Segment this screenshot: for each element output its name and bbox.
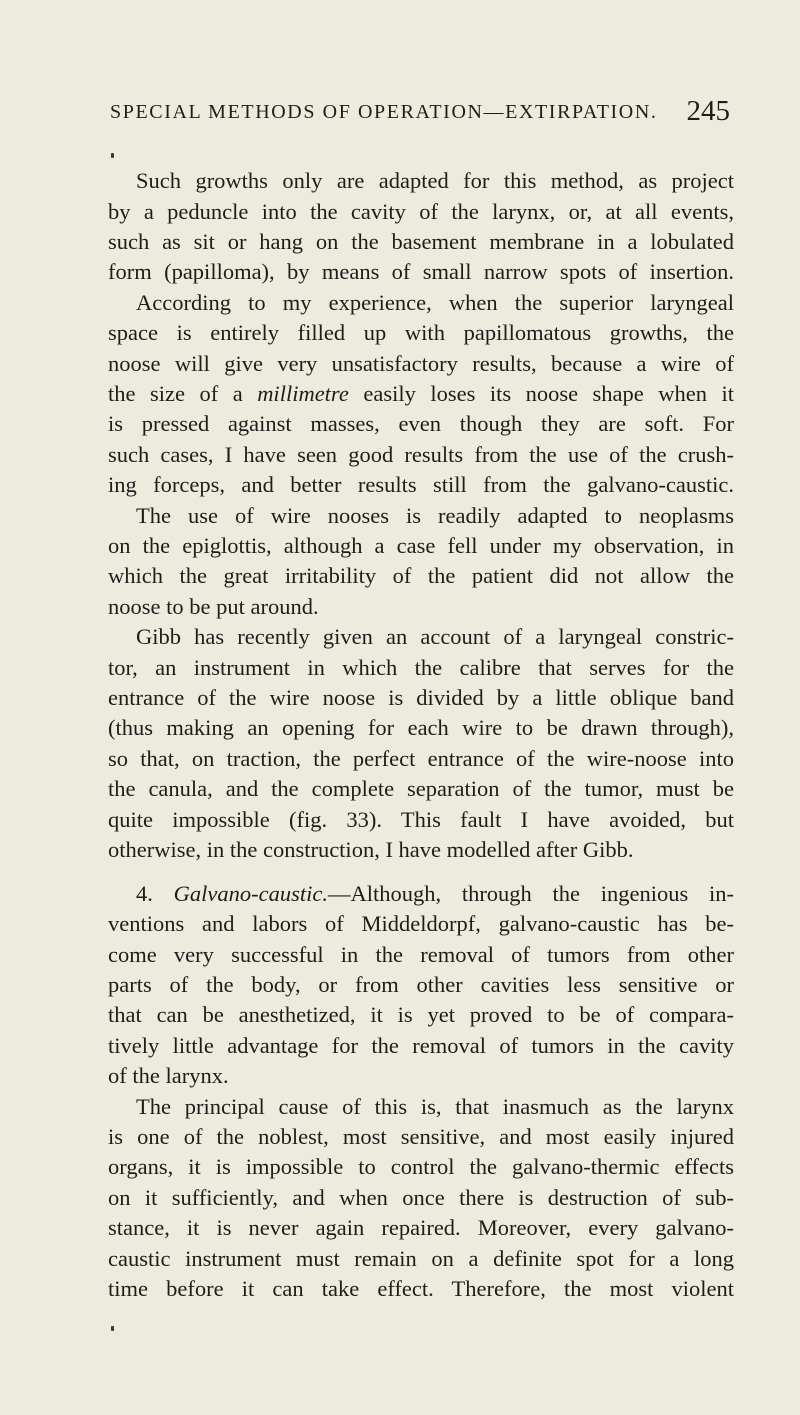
running-head-title: SPECIAL METHODS OF OPERATION—EXTIRPATION. bbox=[110, 101, 658, 123]
italic-term: millimetre bbox=[257, 381, 349, 406]
text-line: caustic instrument must remain on a definite spot for a long bbox=[108, 1246, 734, 1271]
text-line: parts of the body, or from other cavities less sensitive or bbox=[108, 972, 734, 997]
text-line: the size of a millimetre easily loses its noose shape when it bbox=[108, 381, 735, 406]
text-line: so that, on traction, the perfect entrance of the wire-noose into bbox=[108, 746, 734, 771]
text-line: such cases, I have seen good results from the use of the crush- bbox=[108, 442, 734, 467]
text-line: time before it can take effect. Therefore, the most violent bbox=[108, 1276, 734, 1301]
text-line: The use of wire nooses is readily adapted to neoplasms bbox=[136, 503, 734, 528]
ink-speck bbox=[111, 153, 114, 158]
text-line: of the larynx. bbox=[108, 1063, 229, 1088]
running-head bbox=[110, 95, 730, 139]
text-line: ing forceps, and better results still from the galvano-caustic. bbox=[108, 472, 734, 497]
text-line: come very successful in the removal of tumors from other bbox=[108, 942, 734, 967]
text-line: According to my experience, when the superior laryngeal bbox=[136, 290, 734, 315]
text-line: that can be anesthetized, it is yet proved to be of compara- bbox=[108, 1002, 734, 1027]
text-line: is pressed against masses, even though they are soft. For bbox=[108, 411, 734, 436]
ink-speck bbox=[111, 1326, 114, 1331]
text-line: quite impossible (fig. 33). This fault I have avoided, but bbox=[108, 807, 734, 832]
text-line: on it sufficiently, and when once there is destruction of sub- bbox=[108, 1185, 734, 1210]
text-line: such as sit or hang on the basement membrane in a lobulated bbox=[108, 229, 734, 254]
text-line: organs, it is impossible to control the galvano-thermic effects bbox=[108, 1154, 734, 1179]
text-line: tively little advantage for the removal of tumors in the cavity bbox=[108, 1033, 734, 1058]
text-line: stance, it is never again repaired. Moreover, every galvano- bbox=[108, 1215, 734, 1240]
text-line: otherwise, in the construction, I have modelled after Gibb. bbox=[108, 837, 634, 862]
text-line: form (papilloma), by means of small narrow spots of insertion. bbox=[108, 259, 734, 284]
section-title: Galvano-caustic. bbox=[173, 881, 328, 906]
text-line: by a peduncle into the cavity of the larynx, or, at all events, bbox=[108, 199, 734, 224]
text-line: ventions and labors of Middeldorpf, galvano-caustic has be- bbox=[108, 911, 734, 936]
text-line: entrance of the wire noose is divided by a little oblique band bbox=[108, 685, 734, 710]
text-line: on the epiglottis, although a case fell under my observation, in bbox=[108, 533, 734, 558]
text-line: Gibb has recently given an account of a laryngeal constric- bbox=[136, 624, 734, 649]
text-line: the canula, and the complete separation of the tumor, must be bbox=[108, 776, 734, 801]
text-line: (thus making an opening for each wire to be drawn through), bbox=[108, 715, 734, 740]
page-number: 245 bbox=[686, 95, 730, 127]
text-line: space is entirely filled up with papillomatous growths, the bbox=[108, 320, 734, 345]
section-heading-line: 4. Galvano-caustic.—Although, through the ingenious in- bbox=[136, 881, 734, 906]
text-line: noose will give very unsatisfactory results, because a wire of bbox=[108, 351, 734, 376]
section-number: 4. bbox=[136, 881, 153, 906]
text-line: tor, an instrument in which the calibre that serves for the bbox=[108, 655, 734, 680]
text-line: noose to be put around. bbox=[108, 594, 319, 619]
text-line: Such growths only are adapted for this method, as project bbox=[136, 168, 734, 193]
text-line: The principal cause of this is, that inasmuch as the larynx bbox=[136, 1094, 734, 1119]
text-line: is one of the noblest, most sensitive, and most easily injured bbox=[108, 1124, 734, 1149]
text-line: which the great irritability of the patient did not allow the bbox=[108, 563, 734, 588]
